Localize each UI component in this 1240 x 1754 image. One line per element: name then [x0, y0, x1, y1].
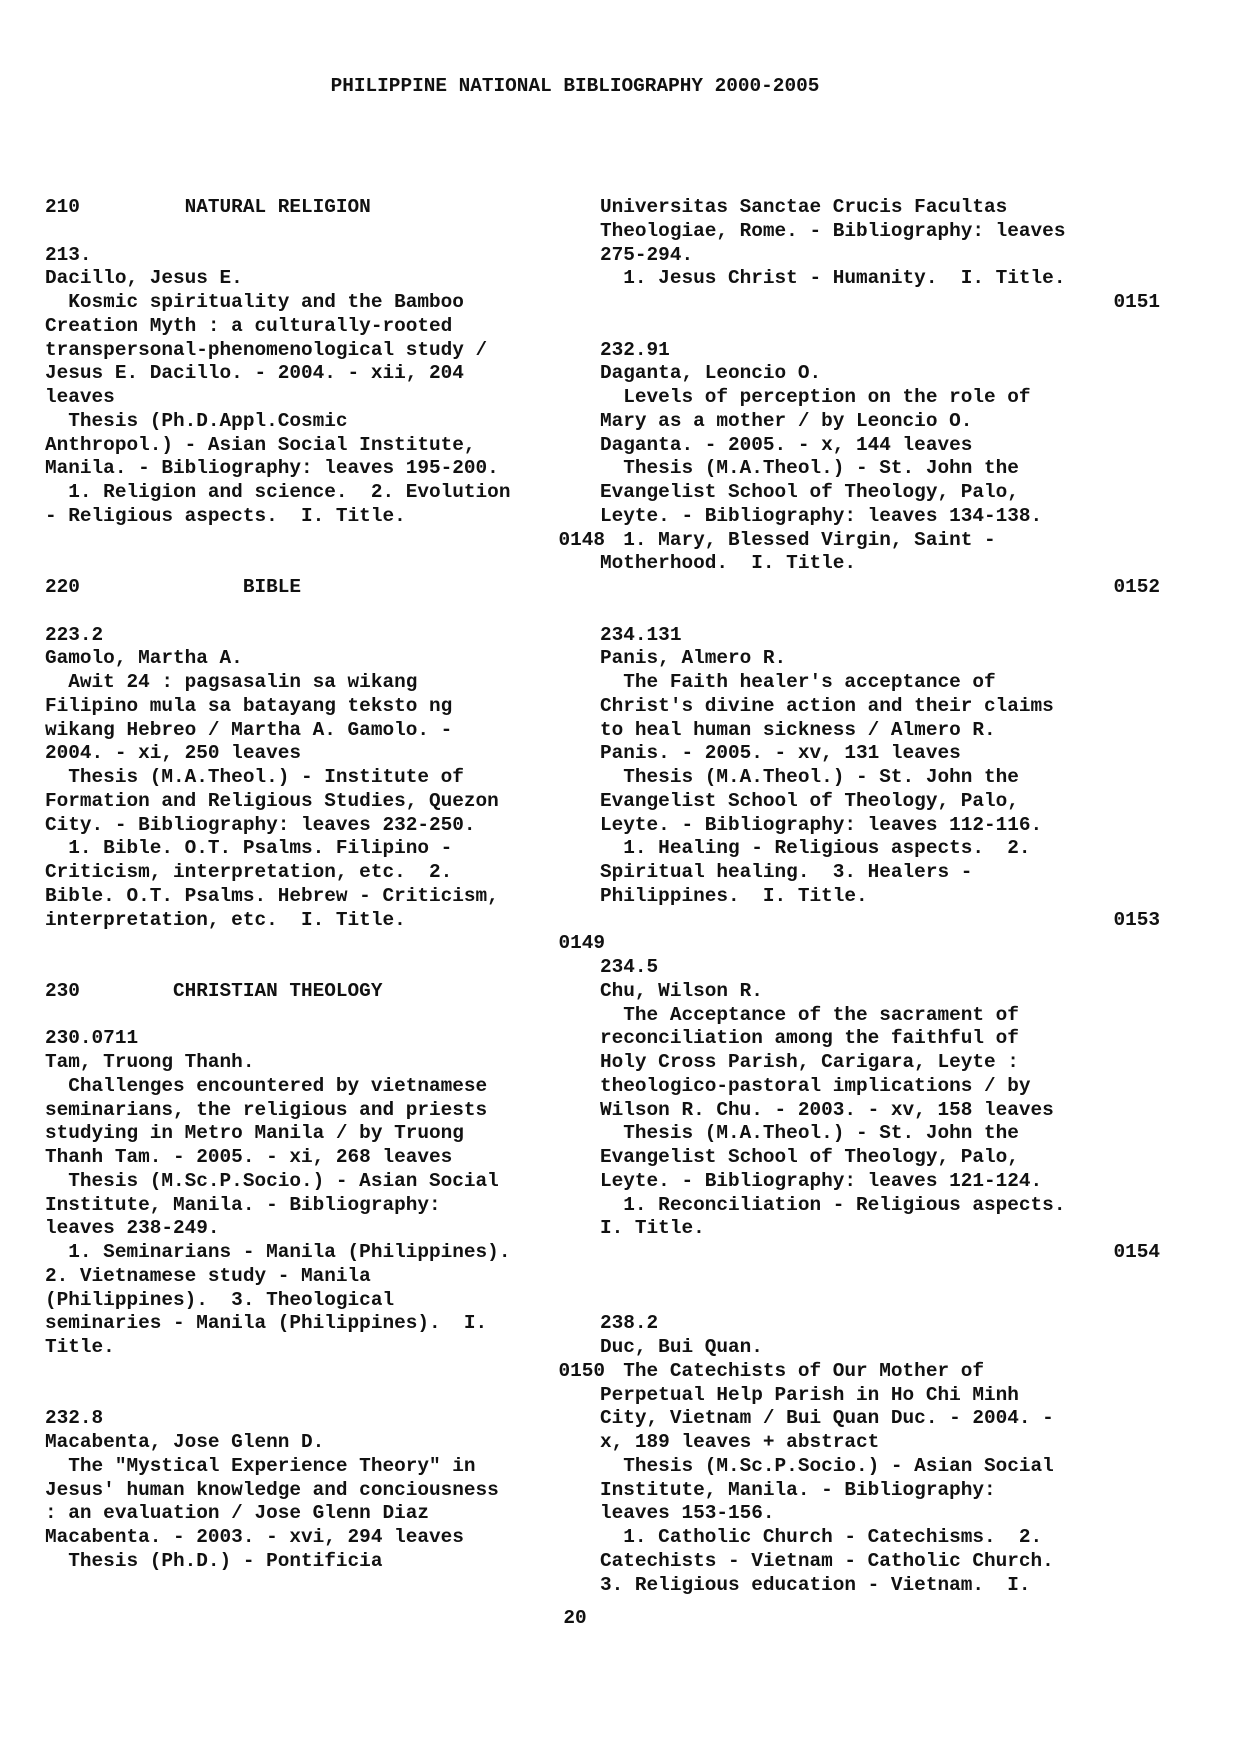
text-line: Levels of perception on the role of	[600, 386, 1031, 408]
text-line: Catechists - Vietnam - Catholic Church.	[600, 1549, 1054, 1572]
text-line: Thesis (M.Sc.P.Socio.) - Asian Social	[600, 1454, 1054, 1477]
text-line: 0150	[558, 1359, 605, 1382]
text-line: 1. Mary, Blessed Virgin, Saint -	[600, 528, 996, 551]
text-line: 2. Vietnamese study - Manila	[45, 1264, 371, 1287]
text-line: The Catechists of Our Mother of	[600, 1359, 984, 1382]
text-line: Christ's divine action and their claims	[600, 694, 1054, 717]
text-line: Manila. - Bibliography: leaves 195-200.	[45, 457, 499, 480]
blank-line	[600, 1265, 1160, 1289]
text-line: Leyte. - Bibliography: leaves 112-116.	[600, 813, 1043, 836]
text-line: 234.131	[600, 623, 682, 646]
text-line: Panis, Almero R.	[600, 647, 787, 670]
blank-line	[600, 932, 1160, 956]
text-line: Macabenta. - 2003. - xvi, 294 leaves	[45, 1526, 464, 1548]
text-line: Awit 24 : pagsasalin sa wikang	[45, 671, 418, 693]
text-line: Holy Cross Parish, Carigara, Leyte :	[600, 1051, 1019, 1073]
text-line: Bible. O.T. Psalms. Hebrew - Criticism,	[45, 884, 499, 907]
text-line: Universitas Sanctae Crucis Facultas	[600, 196, 1008, 218]
text-line: Tam, Truong Thanh.	[45, 1051, 255, 1073]
text-line: Jesus E. Dacillo. - 2004. - xii, 204	[45, 362, 464, 385]
text-line: 232.8	[45, 1407, 104, 1430]
text-line: to heal human sickness / Almero R.	[600, 718, 996, 741]
text-line: Anthropol.) - Asian Social Institute,	[45, 433, 476, 456]
blank-line	[45, 552, 605, 576]
text-line: The Acceptance of the sacrament of	[600, 1003, 1019, 1026]
text-line: wikang Hebreo / Martha A. Gamolo. -	[45, 718, 453, 741]
page-header: PHILIPPINE NATIONAL BIBLIOGRAPHY 2000-2005	[330, 75, 820, 97]
text-line: 0152	[1113, 576, 1160, 598]
text-line: Challenges encountered by vietnamese	[45, 1074, 488, 1097]
text-line: Philippines. I. Title.	[600, 884, 868, 907]
text-line: Panis. - 2005. - xv, 131 leaves	[600, 742, 961, 765]
text-line: 1. Healing - Religious aspects. 2.	[600, 837, 1031, 860]
text-line: transpersonal-phenomenological study /	[45, 338, 488, 361]
text-line: Evangelist School of Theology, Palo,	[600, 789, 1019, 812]
text-line: Formation and Religious Studies, Quezon	[45, 789, 499, 812]
text-line: leaves	[45, 386, 115, 408]
blank-line	[600, 600, 1160, 624]
text-line: Spiritual healing. 3. Healers -	[600, 861, 973, 883]
text-line: City, Vietnam / Bui Quan Duc. - 2004. -	[600, 1407, 1054, 1430]
text-line: Creation Myth : a culturally-rooted	[45, 314, 453, 337]
text-line: 0149	[558, 932, 605, 955]
text-line: Evangelist School of Theology, Palo,	[600, 481, 1019, 503]
text-line: Thesis (Ph.D.Appl.Cosmic	[45, 409, 348, 432]
text-line: Dacillo, Jesus E.	[45, 267, 243, 290]
text-line: 3. Religious education - Vietnam. I.	[600, 1573, 1031, 1596]
text-line: leaves 238-249.	[45, 1217, 220, 1240]
text-line: 213.	[45, 243, 92, 266]
text-line: 1. Reconciliation - Religious aspects.	[600, 1193, 1066, 1216]
text-line: 0154	[1113, 1241, 1160, 1263]
blank-line	[45, 600, 605, 624]
text-line: seminaries - Manila (Philippines). I.	[45, 1312, 488, 1335]
text-line: 275-294.	[600, 243, 694, 266]
text-line: interpretation, etc. I. Title.	[45, 908, 406, 931]
text-line: 1. Catholic Church - Catechisms. 2.	[600, 1526, 1043, 1548]
text-line: Daganta. - 2005. - x, 144 leaves	[600, 433, 973, 456]
text-line: Institute, Manila. - Bibliography:	[600, 1478, 996, 1501]
text-line: Gamolo, Martha A.	[45, 647, 243, 670]
text-line: 0153	[1113, 908, 1160, 931]
text-line: Motherhood. I. Title.	[600, 552, 856, 575]
text-line: reconciliation among the faithful of	[600, 1027, 1019, 1050]
text-line: 1. Jesus Christ - Humanity. I. Title.	[600, 267, 1066, 290]
text-line: 1. Seminarians - Manila (Philippines).	[45, 1241, 511, 1263]
blank-line	[600, 1289, 1160, 1313]
text-line: (Philippines). 3. Theological	[45, 1288, 395, 1311]
text-line: Macabenta, Jose Glenn D.	[45, 1431, 325, 1453]
text-line: City. - Bibliography: leaves 232-250.	[45, 813, 476, 836]
text-line: The "Mystical Experience Theory" in	[45, 1454, 476, 1477]
text-line: leaves 153-156.	[600, 1502, 775, 1525]
text-line: Criticism, interpretation, etc. 2.	[45, 861, 453, 883]
text-line: 2004. - xi, 250 leaves	[45, 742, 301, 765]
text-line: Thesis (M.A.Theol.) - Institute of	[45, 766, 464, 788]
text-line: : an evaluation / Jose Glenn Diaz	[45, 1502, 429, 1525]
text-line: 232.91	[600, 338, 670, 361]
text-line: Theologiae, Rome. - Bibliography: leaves	[600, 219, 1066, 242]
text-line: 220 BIBLE	[45, 576, 301, 598]
text-line: The Faith healer's acceptance of	[600, 671, 996, 693]
blank-line	[45, 956, 605, 980]
text-line: Kosmic spirituality and the Bamboo	[45, 291, 464, 313]
text-line: 230.0711	[45, 1027, 139, 1050]
blank-line	[600, 315, 1160, 339]
text-line: Filipino mula sa batayang teksto ng	[45, 694, 453, 717]
text-line: studying in Metro Manila / by Truong	[45, 1122, 464, 1145]
right-column	[600, 196, 1160, 1597]
text-line: 238.2	[600, 1312, 659, 1335]
text-line: seminarians, the religious and priests	[45, 1098, 488, 1121]
text-line: 0148	[558, 528, 605, 551]
text-line: Thesis (Ph.D.) - Pontificia	[45, 1549, 383, 1572]
text-line: Thesis (M.A.Theol.) - St. John the	[600, 766, 1019, 788]
blank-line	[45, 1004, 605, 1028]
text-line: theologico-pastoral implications / by	[600, 1074, 1031, 1097]
text-line: Title.	[45, 1336, 115, 1358]
blank-line	[45, 220, 605, 244]
text-line: Chu, Wilson R.	[600, 979, 763, 1002]
text-line: Duc, Bui Quan.	[600, 1336, 763, 1358]
text-line: 234.5	[600, 956, 659, 978]
text-line: Thesis (M.A.Theol.) - St. John the	[600, 457, 1019, 480]
text-line: 223.2	[45, 623, 104, 646]
text-line: I. Title.	[600, 1217, 705, 1240]
text-line: 210 NATURAL RELIGION	[45, 196, 371, 218]
text-line: 0151	[1113, 291, 1160, 313]
text-line: Leyte. - Bibliography: leaves 121-124.	[600, 1169, 1043, 1192]
text-line: Evangelist School of Theology, Palo,	[600, 1146, 1019, 1168]
text-line: - Religious aspects. I. Title.	[45, 504, 406, 527]
text-line: Daganta, Leoncio O.	[600, 362, 822, 385]
text-line: Thesis (M.A.Theol.) - St. John the	[600, 1122, 1019, 1145]
text-line: 1. Bible. O.T. Psalms. Filipino -	[45, 837, 453, 860]
text-line: Jesus' human knowledge and conciousness	[45, 1478, 499, 1501]
text-line: Institute, Manila. - Bibliography:	[45, 1193, 441, 1216]
text-line: Perpetual Help Parish in Ho Chi Minh	[600, 1383, 1019, 1406]
text-line: Wilson R. Chu. - 2003. - xv, 158 leaves	[600, 1098, 1054, 1121]
text-line: Thanh Tam. - 2005. - xi, 268 leaves	[45, 1146, 453, 1168]
text-line: Leyte. - Bibliography: leaves 134-138.	[600, 504, 1043, 527]
page-number: 20	[563, 1607, 587, 1629]
text-line: 230 CHRISTIAN THEOLOGY	[45, 979, 383, 1002]
left-column	[45, 196, 605, 1574]
text-line: x, 189 leaves + abstract	[600, 1431, 880, 1453]
text-line: Thesis (M.Sc.P.Socio.) - Asian Social	[45, 1169, 499, 1192]
text-line: Mary as a mother / by Leoncio O.	[600, 409, 973, 432]
blank-line	[45, 1384, 605, 1408]
text-line: 1. Religion and science. 2. Evolution	[45, 481, 511, 503]
